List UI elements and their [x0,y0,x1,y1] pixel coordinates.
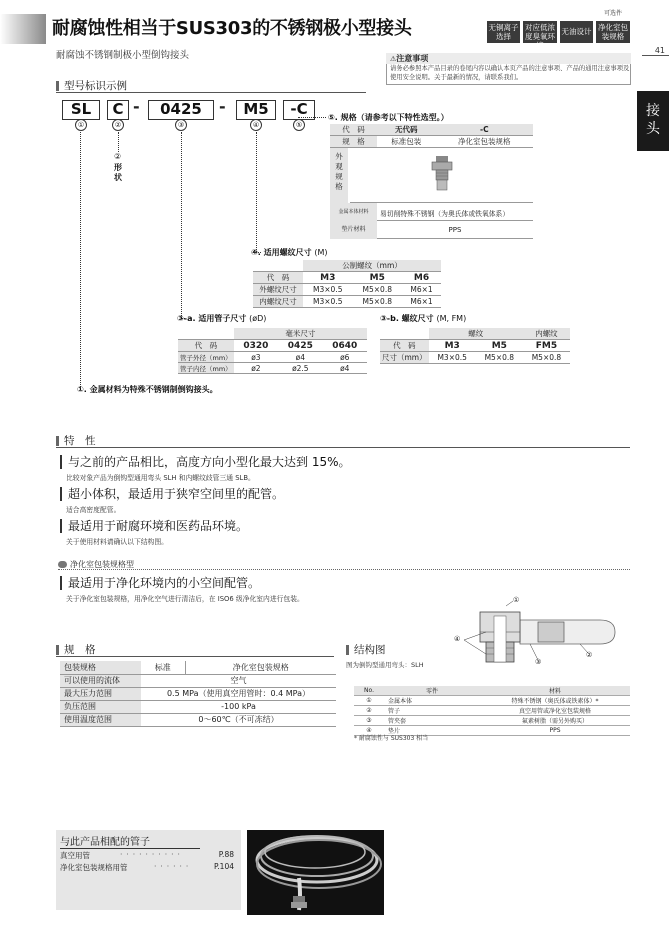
spec-col-c: -C [436,124,533,136]
code-number: ③ [175,119,187,131]
spec-spec-header: 规 格 [330,136,377,148]
code-number: ④ [250,119,262,131]
badge-label: 无铜离子选择 [488,23,519,41]
cleanroom-label: 净化室包装规格型 [58,559,630,570]
feature-sub: 关于使用材料请确认以下结构图。 [66,538,168,546]
tube-photo [247,830,384,915]
model-section-title [56,79,366,93]
thread-type-group: 螺纹 [429,328,523,340]
badge-label: 无油设计 [561,27,592,36]
feature-sub: 关于净化室包装规格，用净化空气进行清洁后，在 ISO6 级净化室内进行包装。 [66,595,304,603]
tube-cell: ø4 [323,363,367,374]
page-number: 41 [642,46,669,56]
leader-line [256,132,257,252]
caution-title [386,53,631,64]
spec-value: 空气 [141,674,336,687]
thread-code: M6 [402,272,441,284]
badge-oil-free [560,21,593,43]
code-box-tube: 0425 [148,100,214,120]
parts-cell: ① [354,696,384,706]
side-tab[interactable] [637,91,669,151]
metal-row [330,203,533,221]
thread-type-code: M3 [429,340,476,352]
spec-value: 0.5 MPa（使用真空用管时：0.4 MPa） [141,687,336,700]
parts-header: 零件 [384,686,480,696]
code-box-spec: -C [283,100,315,120]
parts-cell: 特殊不锈钢（奥氏体或铁素体）* [480,696,630,706]
badge-cleanroom [596,21,630,43]
leader-line [80,132,81,389]
elbow-cross-section [450,598,630,666]
parts-table [354,686,630,736]
page-title: 耐腐蚀性相当于SUS303的不锈钢极小型接头 [52,18,412,39]
tube-cell: ø6 [323,352,367,363]
parts-cell: 氟素树脂（需另外购买） [480,716,630,726]
feature-title: 超小体积，最适用于狭窄空间里的配管。 [60,487,284,501]
tube-row-label: 管子外径（mm） [180,353,232,362]
shape-number: ② [114,152,122,161]
tube-cell: ø4 [278,352,322,363]
thread-size-table [253,260,441,308]
thread-code: M3 [303,272,353,284]
badge-label: 对应低浓度臭氧环境 [525,23,555,50]
thread-type-table [380,328,570,364]
code-box-series: SL [62,100,100,120]
tube-row-label: 管子内径（mm） [180,364,232,373]
thread-row-label: 外螺纹尺寸 [253,284,303,296]
thread-size-label-text: ④. 适用螺纹尺寸 [251,248,312,257]
tube-code-header: 代 码 [178,340,234,352]
thread-row-label: 内螺纹尺寸 [253,296,303,308]
code-box-shape: C [107,100,129,120]
tubes-box [56,830,241,910]
code-number: ① [75,119,87,131]
callout: ④ [454,635,461,643]
structure-caption: 图为倒钩型通用弯头：SLH [346,661,424,669]
code-dash: - [133,97,140,116]
tube-cell: ø3 [234,352,278,363]
title-accent-bar [0,14,46,44]
spec-none-value: 标准包装 [377,136,436,148]
blank-cell [253,260,303,272]
spec-option-table [330,124,533,148]
badge-ozone [523,21,557,50]
tube-page: P.88 [218,850,234,859]
thread-type-cell: M5×0.8 [523,352,570,364]
feature-sub: 比较对象产品为倒钩型通用弯头 SLH 和内螺纹歧管三通 SLB。 [66,474,255,482]
gasket-row [330,221,533,239]
metal-value: 易切削特殊不锈钢（为奥氏体或铁氧体系） [380,210,510,218]
appearance-label-text: 外观规格 [335,152,343,191]
feature-title: 最适用于净化环境内的小空间配管。 [60,576,260,590]
tube-link-cleanroom[interactable] [60,862,238,873]
gasket-value: PPS [448,226,462,234]
spec-value: -100 kPa [141,700,336,713]
optional-label: 可选件 [604,10,623,17]
tube-size-label-text: ③-a. 适用管子尺寸 [177,314,247,323]
spec-value: 0～60℃（不可冻结） [141,713,336,726]
code-dash: - [219,97,226,116]
thread-cell: M5×0.8 [353,284,403,296]
tubes-title: 与此产品相配的管子 [60,833,200,849]
tube-name: 净化室包装规格用管 [60,863,128,872]
feature-title: 与之前的产品相比，高度方向小型化最大达到 15%。 [60,455,351,469]
blank-cell [178,328,234,340]
thread-type-cell: M3×0.5 [429,352,476,364]
thread-cell: M6×1 [402,296,441,308]
spec-key: 使用温度范围 [60,713,141,726]
thread-code-header: 代 码 [253,272,303,284]
spec-key: 负压范围 [60,700,141,713]
tube-code: 0425 [278,340,322,352]
leader-line [181,132,182,318]
dot-leader: ·········· [120,850,184,859]
thread-type-label [380,313,466,324]
thread-type-cell: M5×0.8 [476,352,523,364]
features-section-title-text: 特 性 [64,435,96,447]
spec-key: 最大压力范围 [60,687,141,700]
coiled-tube-image [247,830,384,915]
tube-group: 毫米尺寸 [234,328,367,340]
structure-drawing [450,598,630,666]
spec-clean: 净化室包装规格 [185,661,336,674]
parts-cell: ③ [354,716,384,726]
page-subtitle: 耐腐蚀不锈钢制极小型倒钩接头 [56,50,190,61]
thread-type-unit: (M, FM) [436,314,467,323]
parts-cell: 管子 [384,706,480,716]
leader-line [298,117,326,118]
spec-code-header: 代 码 [330,124,377,136]
spec-c-value: 净化室包装规格 [436,136,533,148]
spec-key: 包装规格 [60,661,141,674]
thread-group: 公制螺纹（mm） [303,260,441,272]
appearance-image-cell [350,148,533,203]
structure-section-title-text: 结构图 [354,644,386,656]
appearance-label [330,148,348,203]
leader-line [118,132,119,152]
caution-title-text: 注意事项 [396,54,429,63]
thread-cell: M3×0.5 [303,284,353,296]
callout: ③ [535,658,542,666]
tube-page: P.104 [213,862,234,871]
tube-size-unit: (øD) [249,314,267,323]
thread-size-label [251,247,328,258]
model-section-title-text: 型号标识示例 [64,80,127,92]
parts-cell: 金属本体 [384,696,480,706]
warning-icon: ⚠ [390,55,397,63]
blank-cell [380,328,429,340]
callout: ② [586,651,593,659]
parts-cell: 垫片 [384,726,480,736]
side-tab-label: 接头 [646,103,660,137]
tube-name: 真空用管 [60,851,90,860]
spec-std: 标准 [141,661,185,674]
thread-type-code: FM5 [523,340,570,352]
fitting-image [350,148,533,203]
thread-type-group-inner: 内螺纹 [523,328,570,340]
thread-cell: M6×1 [402,284,441,296]
feature-sub: 适合高密度配管。 [66,506,121,514]
spec-key: 可以使用的流体 [60,674,141,687]
tube-size-label [177,313,266,324]
callout: ① [513,596,520,604]
gasket-label: 垫片材料 [330,221,377,239]
spec-col-none: 无代码 [377,124,436,136]
thread-type-code: M5 [476,340,523,352]
structure-section-title [346,643,456,657]
code-box-thread: M5 [236,100,276,120]
code-number: ⑤ [293,119,305,131]
spec-option-label: ⑤. 规格（请参考以下特性选型。） [328,113,449,122]
caution-text: 请务必参照本产品目录的卷尾内容以确认本页产品的注意事项、产品的通用注意事项及使用安全说明。关于最新的情况，请联系我们。 [390,65,630,81]
thread-code: M5 [353,272,403,284]
tube-cell: ø2.5 [278,363,322,374]
parts-cell: PPS [480,726,630,736]
tube-link-vacuum[interactable] [60,850,238,861]
parts-cell: ④ [354,726,384,736]
badge-label: 净化室包装规格 [598,23,628,41]
structure-note: * 耐腐蚀性与 SUS303 相当 [354,735,429,742]
specs-section-title-text: 规 格 [64,644,96,656]
thread-type-label-text: ③-b. 螺纹尺寸 [380,314,434,323]
parts-header: 材料 [480,686,630,696]
feature-title: 最适用于耐腐环境和医药品环境。 [60,519,248,533]
thread-type-row-label: 尺寸（mm） [382,353,427,362]
parts-cell: ② [354,706,384,716]
thread-cell: M5×0.8 [353,296,403,308]
parts-cell: 管夹套 [384,716,480,726]
parts-cell: 真空用管或净化室包装规格 [480,706,630,716]
thread-cell: M3×0.5 [303,296,353,308]
code-number: ② [112,119,124,131]
thread-size-unit: (M) [314,248,328,257]
specs-table [60,661,336,727]
badge-copper-free [487,21,520,43]
metal-label: 金属本体材料 [330,203,377,221]
dot-leader: ······ [154,862,193,871]
tube-cell: ø2 [234,363,278,374]
tube-size-table [178,328,367,374]
thread-type-code-header: 代 码 [380,340,429,352]
features-section-title [56,434,630,448]
shape-label: 形状 [114,163,122,182]
tube-code: 0320 [234,340,278,352]
parts-header: No. [354,686,384,696]
specs-section-title [56,643,334,657]
tube-code: 0640 [323,340,367,352]
material-note: ①. 金属材料为特殊不锈钢制倒钩接头。 [77,385,218,394]
